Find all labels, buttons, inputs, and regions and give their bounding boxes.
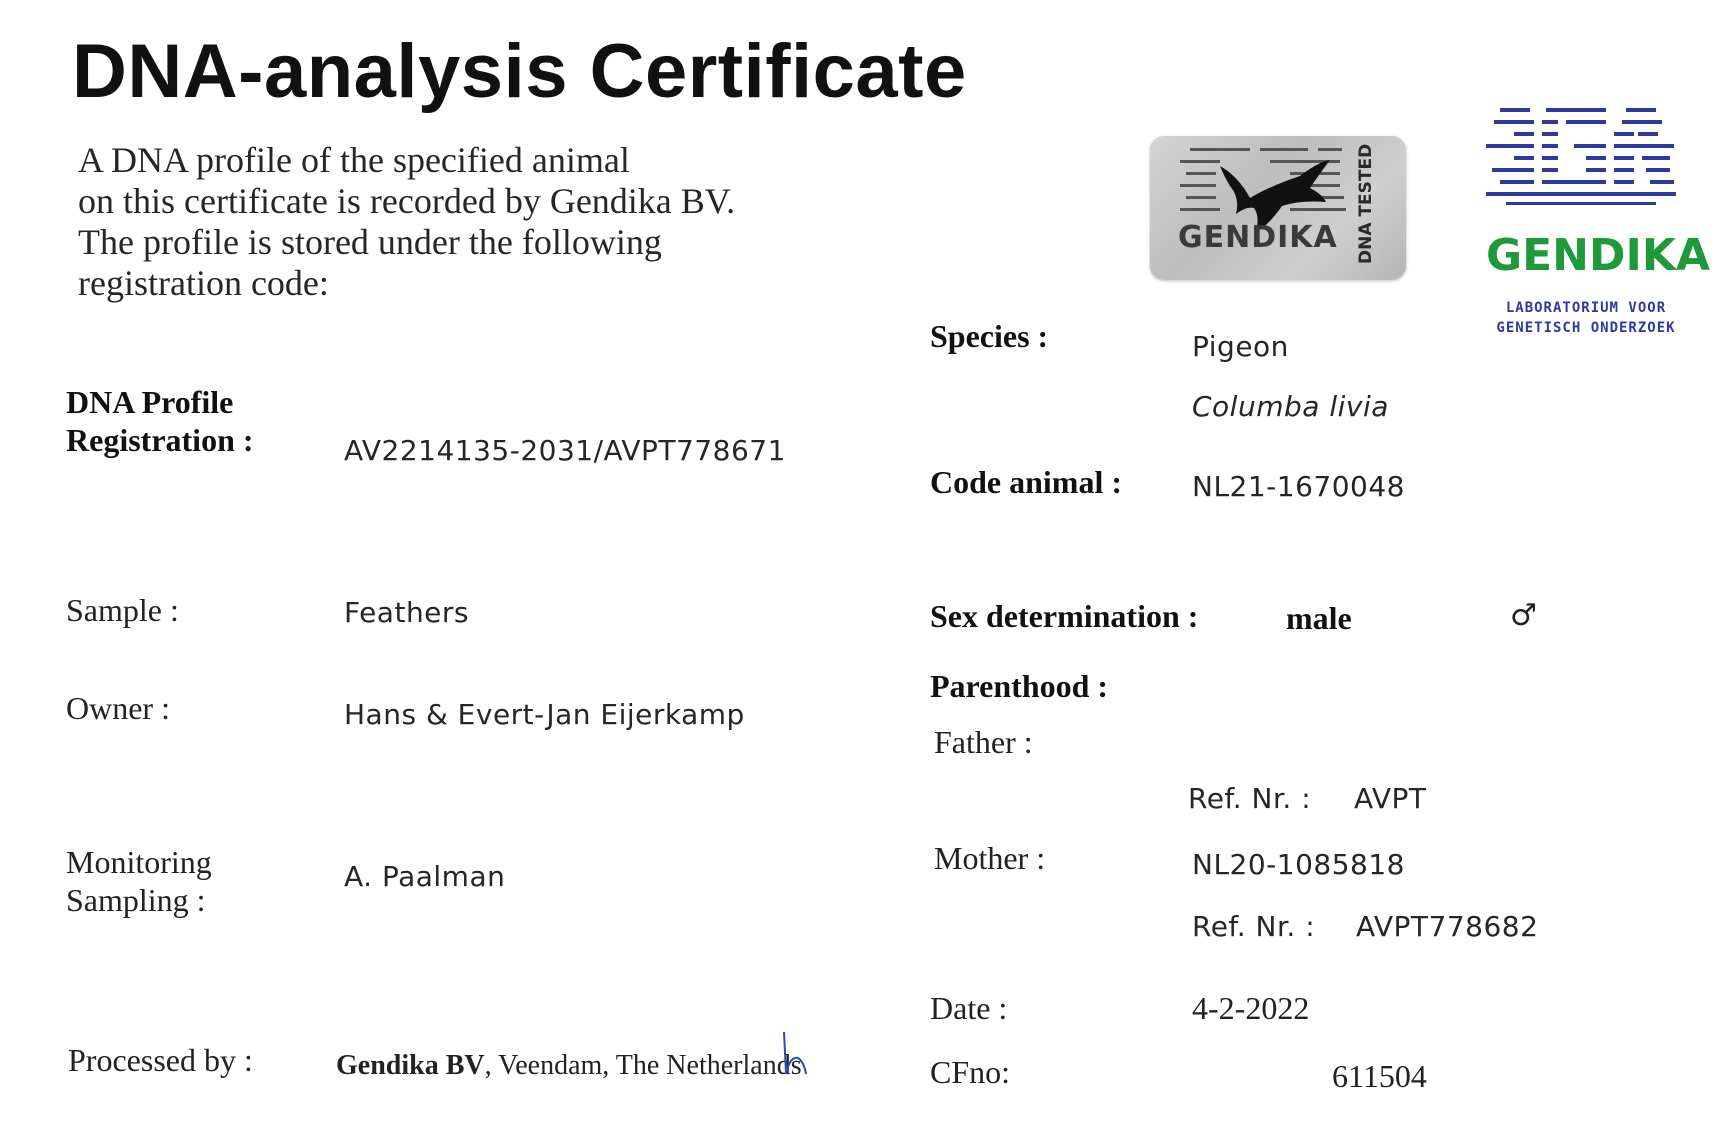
registration-value: AV2214135-2031/AVPT778671	[344, 434, 786, 467]
parenthood-label: Parenthood :	[930, 668, 1109, 704]
species-latin: Columba livia	[1192, 390, 1389, 423]
monitoring-value: A. Paalman	[344, 860, 506, 893]
cfno-label: CFno:	[930, 1054, 1011, 1090]
registration-label: Registration :	[66, 422, 254, 458]
mother-ref-value: AVPT778682	[1356, 910, 1539, 943]
processed-value	[336, 1050, 802, 1082]
sample-value: Feathers	[344, 596, 470, 629]
logo-subtitle-line1: LABORATORIUM VOOR	[1505, 300, 1667, 316]
mother-label: Mother :	[934, 840, 1046, 876]
species-common: Pigeon	[1192, 330, 1289, 363]
intro-line: on this certificate is recorded by Gendika BV.	[78, 181, 736, 221]
certificate-title: DNA-analysis Certificate	[72, 29, 967, 114]
male-symbol-icon: ♂	[1510, 598, 1537, 633]
sex-value: male	[1286, 600, 1352, 636]
mother-ref-label: Ref. Nr. :	[1192, 910, 1316, 943]
intro-line: A DNA profile of the specified animal	[78, 140, 630, 180]
intro-line: registration code:	[78, 263, 329, 303]
signature-mark	[780, 1030, 810, 1080]
father-ref-value: AVPT	[1354, 782, 1427, 815]
dna-tested-sticker	[1150, 136, 1406, 280]
logo-subtitle-line2: GENETISCH ONDERZOEK	[1496, 320, 1676, 336]
intro-text	[78, 140, 838, 304]
processed-company: Gendika BV	[336, 1050, 485, 1081]
date-value: 4-2-2022	[1192, 990, 1310, 1026]
intro-line: The profile is stored under the following	[78, 222, 662, 262]
gendika-logo	[1486, 104, 1711, 344]
species-label: Species :	[930, 318, 1049, 354]
cfno-value: 611504	[1332, 1058, 1427, 1094]
processed-label: Processed by :	[68, 1042, 253, 1078]
mother-value: NL20-1085818	[1192, 848, 1405, 881]
sample-label: Sample :	[66, 592, 179, 628]
sampling-label: Sampling :	[66, 882, 206, 918]
monitoring-label: Monitoring	[66, 844, 212, 880]
father-ref-label: Ref. Nr. :	[1188, 782, 1312, 815]
code-animal-value: NL21-1670048	[1192, 470, 1405, 503]
owner-label: Owner :	[66, 690, 170, 726]
code-animal-label: Code animal :	[930, 464, 1122, 500]
sticker-brand: GENDIKA	[1178, 220, 1338, 255]
sticker-dna-tested: DNA TESTED	[1356, 143, 1376, 264]
gendika-logo-icon	[1486, 104, 1686, 224]
dna-profile-label: DNA Profile	[66, 384, 234, 420]
sex-determination-label: Sex determination :	[930, 598, 1199, 634]
owner-value: Hans & Evert-Jan Eijerkamp	[344, 698, 745, 731]
date-label: Date :	[930, 990, 1008, 1026]
processed-location: , Veendam, The Netherlands	[484, 1050, 802, 1081]
logo-name: GENDIKA	[1486, 230, 1711, 281]
father-label: Father :	[934, 724, 1033, 760]
